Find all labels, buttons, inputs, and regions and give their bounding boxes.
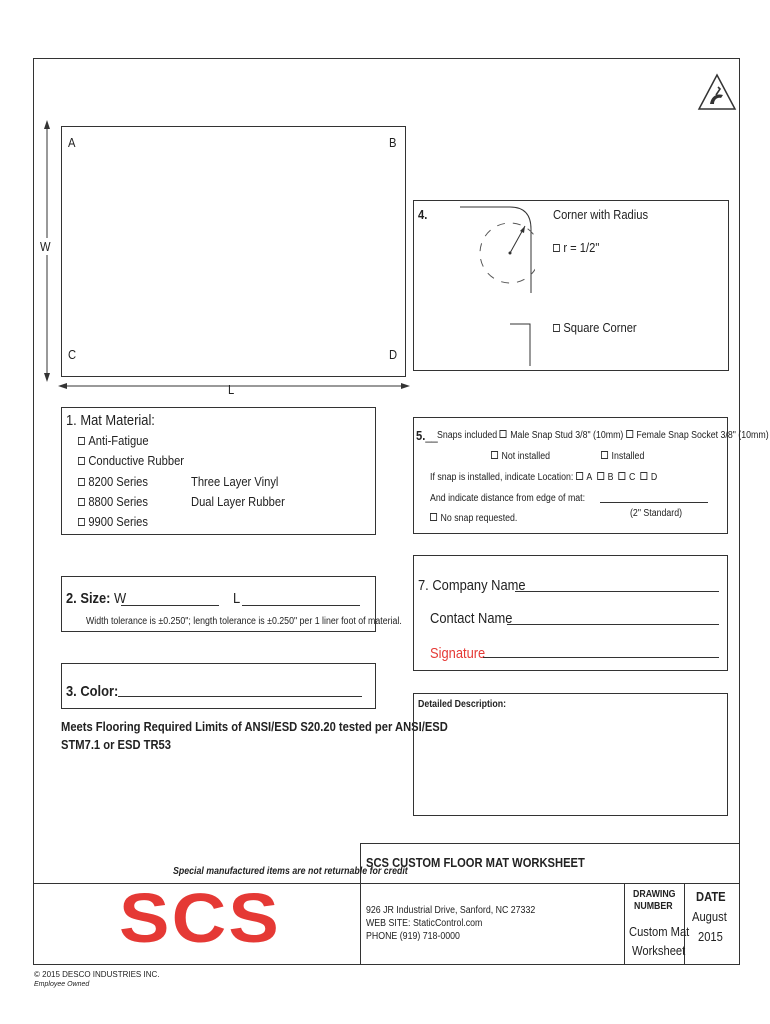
loc-a-label: A xyxy=(586,472,593,483)
size-tolerance: Width tolerance is ±0.250"; length tolerance is ±0.250" per 1 liner foot of material. xyxy=(86,616,402,627)
loc-c-label: C xyxy=(629,472,636,483)
corner-radius-title: Corner with Radius xyxy=(553,207,649,222)
no-snap-checkbox[interactable] xyxy=(430,513,437,521)
detailed-description-label: Detailed Description: xyxy=(418,699,507,710)
company-website: WEB SITE: StaticControl.com xyxy=(366,918,483,929)
snap-location-row xyxy=(430,472,657,483)
option-9900[interactable] xyxy=(78,514,148,529)
size-l-label: L xyxy=(233,590,241,607)
option-8800[interactable] xyxy=(78,494,148,509)
male-snap-checkbox[interactable] xyxy=(500,430,507,438)
footer-title-top-rule xyxy=(360,843,740,844)
snap-location-label: If snap is installed, indicate Location: xyxy=(430,472,574,483)
color-field[interactable] xyxy=(118,696,362,697)
series-8200-checkbox[interactable] xyxy=(78,478,85,486)
series-8200-label: 8200 Series xyxy=(88,474,148,489)
size-w-label: W xyxy=(114,590,127,607)
anti-fatigue-checkbox[interactable] xyxy=(78,437,85,445)
size-title xyxy=(66,590,126,607)
drawing-number-value-2: Worksheet xyxy=(632,943,686,958)
section-5-blank[interactable]: __ xyxy=(425,428,438,443)
no-snap-option[interactable] xyxy=(430,513,517,524)
snaps-included-row xyxy=(437,430,769,441)
drawing-number-label-1: DRAWING xyxy=(633,889,676,900)
square-option[interactable] xyxy=(553,320,637,335)
not-installed-label: Not installed xyxy=(501,451,550,462)
option-8200[interactable] xyxy=(78,474,148,489)
size-w-field[interactable] xyxy=(121,605,219,606)
drawing-number-label-2: NUMBER xyxy=(634,901,673,912)
non-returnable-note: Special manufactured items are not returnable for credit xyxy=(173,866,408,877)
section-4-number: 4. xyxy=(418,207,428,222)
male-snap-label: Male Snap Stud 3/8" (10mm) xyxy=(510,430,624,441)
contact-name-field[interactable] xyxy=(507,624,719,625)
employee-owned-text: Employee Owned xyxy=(34,981,90,988)
detailed-description-box[interactable] xyxy=(413,693,728,816)
distance-field[interactable] xyxy=(600,502,708,503)
company-address: 926 JR Industrial Drive, Sanford, NC 27332 xyxy=(366,905,536,916)
loc-d-checkbox[interactable] xyxy=(640,472,647,480)
square-checkbox[interactable] xyxy=(553,324,560,332)
corner-label-a: A xyxy=(68,135,76,150)
loc-a-checkbox[interactable] xyxy=(576,472,583,480)
corner-label-c: C xyxy=(68,347,77,362)
company-name-label: 7. Company Name xyxy=(418,577,526,594)
corner-label-d: D xyxy=(389,347,398,362)
loc-b-checkbox[interactable] xyxy=(597,472,604,480)
female-snap-checkbox[interactable] xyxy=(626,430,633,438)
contact-name-label: Contact Name xyxy=(430,610,513,627)
desc-8200: Three Layer Vinyl xyxy=(191,474,279,489)
series-8800-label: 8800 Series xyxy=(88,494,148,509)
snaps-included-label: Snaps included xyxy=(437,430,498,441)
not-installed-option[interactable] xyxy=(491,451,550,462)
signature-field[interactable] xyxy=(483,657,719,658)
signature-label: Signature xyxy=(430,645,486,662)
corner-label-b: B xyxy=(389,135,397,150)
distance-label: And indicate distance from edge of mat: xyxy=(430,493,586,504)
radius-option-label: r = 1/2" xyxy=(563,240,600,255)
footer-vertical-divider xyxy=(360,843,361,965)
radius-checkbox[interactable] xyxy=(553,244,560,252)
size-l-field[interactable] xyxy=(242,605,360,606)
series-9900-label: 9900 Series xyxy=(88,514,148,529)
flooring-note-line2: STM7.1 or ESD TR53 xyxy=(61,737,171,752)
section-5-number-text: 5. xyxy=(416,428,426,443)
female-snap-label: Female Snap Socket 3/8" (10mm) xyxy=(636,430,769,441)
company-name-field[interactable] xyxy=(515,591,719,592)
desc-8800: Dual Layer Rubber xyxy=(191,494,285,509)
flooring-note-line1: Meets Flooring Required Limits of ANSI/ESD S20.20 tested per ANSI/ESD xyxy=(61,719,448,734)
loc-d-label: D xyxy=(650,472,658,483)
square-option-label: Square Corner xyxy=(563,320,637,335)
loc-c-checkbox[interactable] xyxy=(618,472,625,480)
standard-note: (2" Standard) xyxy=(630,508,683,519)
anti-fatigue-label: Anti-Fatigue xyxy=(88,433,149,448)
date-value-2: 2015 xyxy=(698,929,723,944)
drawing-number-divider xyxy=(624,883,625,965)
mat-material-title: 1. Mat Material: xyxy=(66,412,155,429)
esd-warning-icon xyxy=(697,73,737,111)
date-value-1: August xyxy=(692,909,727,924)
conductive-rubber-checkbox[interactable] xyxy=(78,457,85,465)
not-installed-checkbox[interactable] xyxy=(491,451,498,459)
width-label: W xyxy=(40,239,51,254)
installed-label: Installed xyxy=(611,451,645,462)
conductive-rubber-label: Conductive Rubber xyxy=(88,453,185,468)
company-phone: PHONE (919) 718-0000 xyxy=(366,931,460,942)
section-5-number xyxy=(416,428,438,443)
installed-checkbox[interactable] xyxy=(601,451,608,459)
installed-option[interactable] xyxy=(601,451,644,462)
no-snap-label: No snap requested. xyxy=(440,513,518,524)
loc-b-label: B xyxy=(607,472,614,483)
corner-radius-drawing xyxy=(455,203,535,293)
copyright-text: © 2015 DESCO INDUSTRIES INC. xyxy=(34,970,160,979)
date-label: DATE xyxy=(696,889,726,904)
size-title-text: 2. Size: xyxy=(66,590,111,607)
option-anti-fatigue[interactable] xyxy=(78,433,149,448)
drawing-number-value-1: Custom Mat xyxy=(629,924,690,939)
length-label: L xyxy=(228,382,235,397)
series-8800-checkbox[interactable] xyxy=(78,498,85,506)
option-conductive-rubber[interactable] xyxy=(78,453,184,468)
radius-option[interactable] xyxy=(553,240,599,255)
series-9900-checkbox[interactable] xyxy=(78,518,85,526)
mat-diagram-rect xyxy=(61,126,406,377)
worksheet-title: SCS CUSTOM FLOOR MAT WORKSHEET xyxy=(366,855,585,870)
color-title: 3. Color: xyxy=(66,683,119,700)
scs-logo: SCS xyxy=(119,879,281,957)
square-corner-drawing xyxy=(508,322,532,366)
